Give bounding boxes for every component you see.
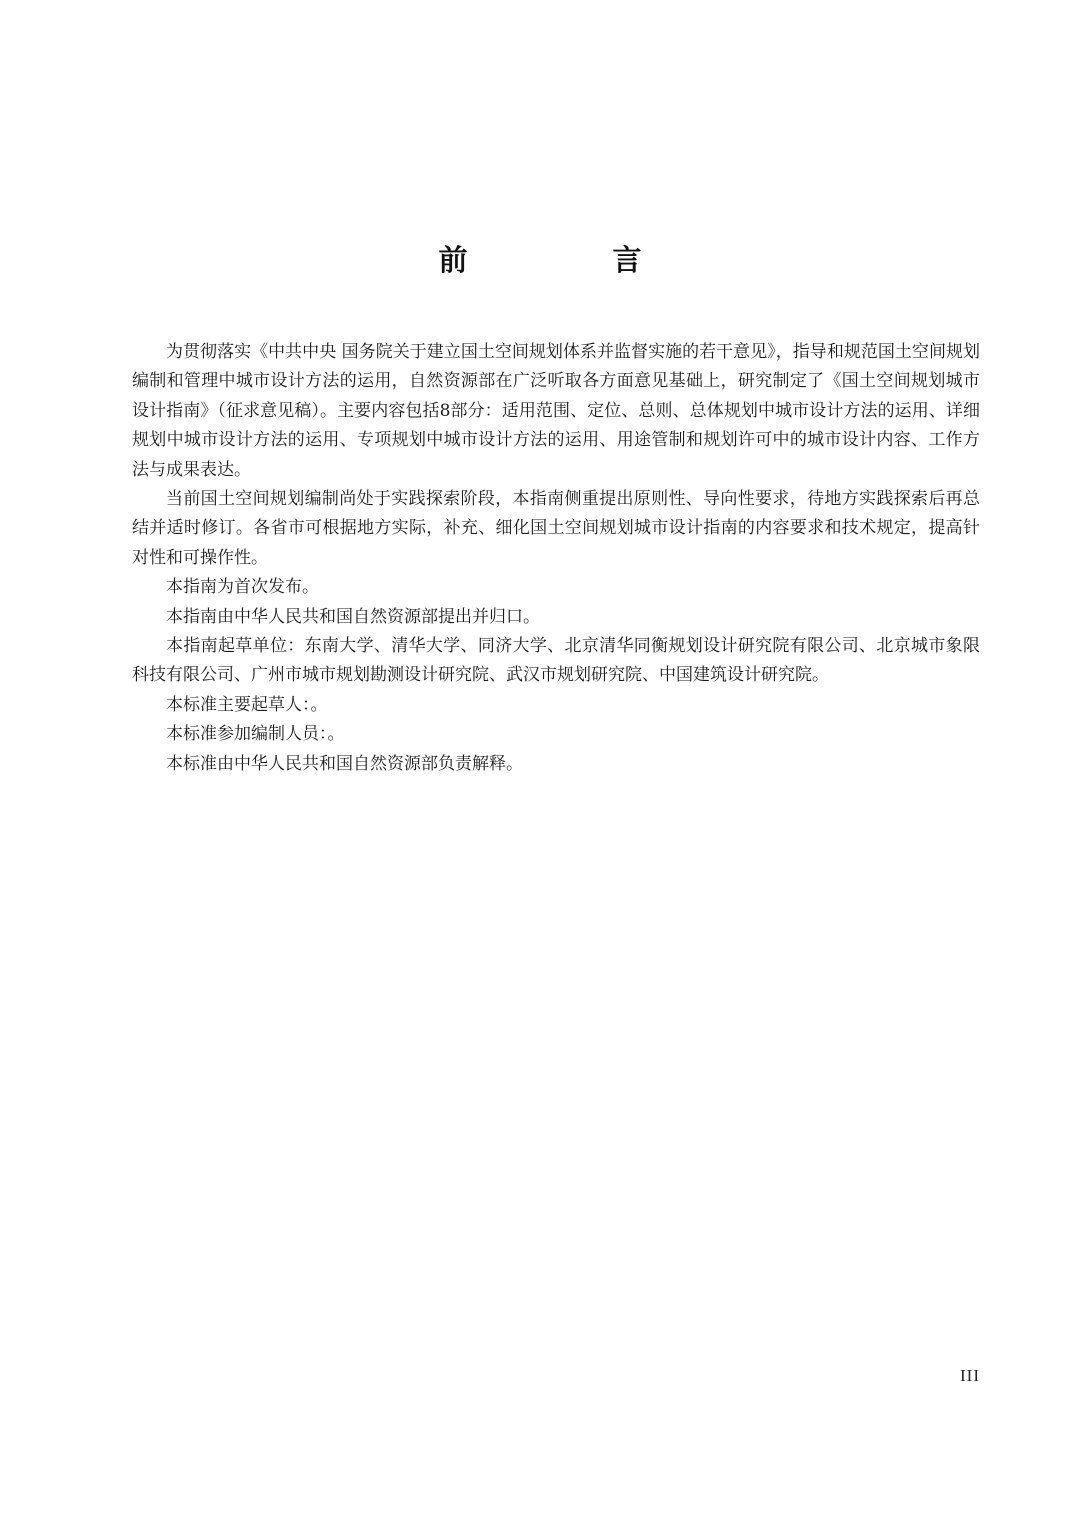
- paragraph-drafting-units: 本指南起草单位：东南大学、清华大学、同济大学、北京清华同衡规划设计研究院有限公司、北京城市象限科技有限公司、广州市城市规划勘测设计研究院、武汉市规划研究院、中国建筑设计研究院。: [132, 636, 980, 686]
- paragraph-purpose: 为贯彻落实《中共中央 国务院关于建立国土空间规划体系并监督实施的若干意见》，指导和规范国土空间规划编制和管理中城市设计方法的运用，自然资源部在广泛听取各方面意见基础上，研究制定了《国土空间规划城市设计指南》（征求意见稿）。主要内容包括8部分：适用范围、定位、总则、总体规划中城市设计方法的运用、详细规划中城市设计方法的运用、专项规划中城市设计方法的运用、用途管制和规划许可中的城市设计内容、工作方法与成果表达。: [132, 342, 980, 480]
- paragraph-interpretation: 本标准由中华人民共和国自然资源部负责解释。: [166, 753, 523, 774]
- paragraph-proposer: 本指南由中华人民共和国自然资源部提出并归口。: [166, 606, 540, 627]
- paragraph-status: 当前国土空间规划编制尚处于实践探索阶段，本指南侧重提出原则性、导向性要求，待地方实践探索后再总结并适时修订。各省市可根据地方实际，补充、细化国土空间规划城市设计指南的内容要求和技术规定，提高针对性和可操作性。: [132, 489, 980, 568]
- paragraph-participants: 本标准参加编制人员：。: [166, 724, 345, 745]
- page-number: III: [960, 1366, 980, 1385]
- paragraph-main-drafters: 本标准主要起草人：。: [166, 694, 328, 715]
- paragraph-first-release: 本指南为首次发布。: [166, 577, 319, 598]
- page-title: 前 言: [438, 243, 700, 277]
- foreword-body: [132, 338, 980, 779]
